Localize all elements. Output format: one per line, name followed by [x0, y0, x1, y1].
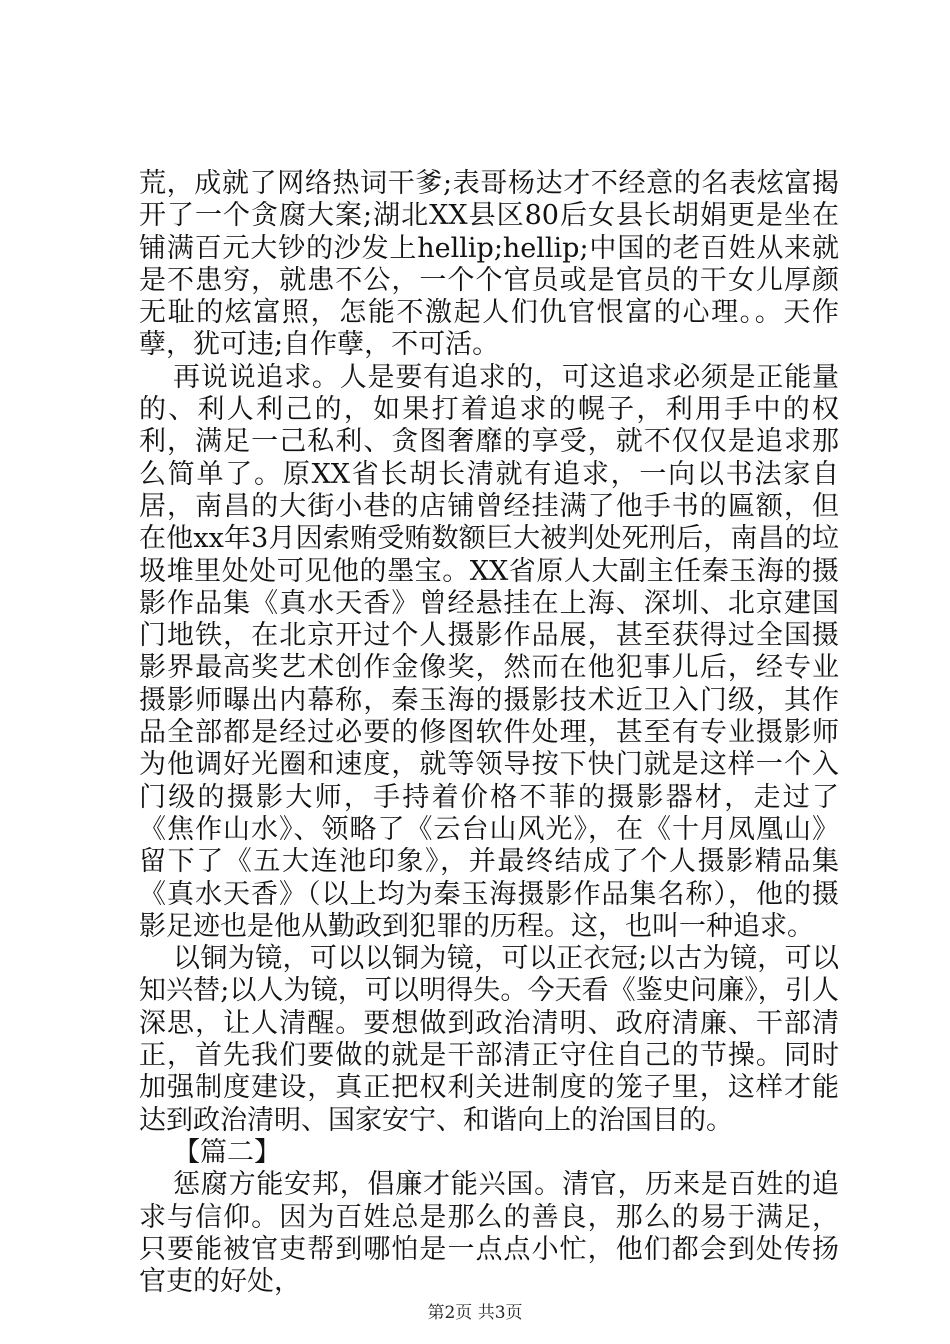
paragraph-2: 再说说追求。人是要有追求的，可这追求必须是正能量的、利人利己的，如果打着追求的幌子，利用手中的权利，满足一己私利、贪图奢靡的享受，就不仅仅是追求那么简单了。原XX省长胡长清就有追求，一向以书法家自居，南昌的大街小巷的店铺曾经挂满了他手书的匾额，但在他xx年3月因索贿受贿数额巨大被判处死刑后，南昌的垃圾堆里处处可见他的墨宝。XX省原人大副主任秦玉海的摄影作品集《真水天香》曾经悬挂在上海、深圳、北京建国门地铁，在北京开过个人摄影作品展，甚至获得过全国摄影界最高奖艺术创作金像奖，然而在他犯事儿后，经专业摄影师曝出内幕称，秦玉海的摄影技术近卫入门级，其作品全部都是经过必要的修图软件处理，甚至有专业摄影师为他调好光圈和速度，就等领导按下快门就是这样一个入门级的摄影大师，手持着价格不菲的摄影器材，走过了《焦作山水》、领略了《云台山风光》，在《十月凤凰山》留下了《五大连池印象》，并最终结成了个人摄影精品集《真水天香》（以上均为秦玉海摄影作品集名称），他的摄影足迹也是他从勤政到犯罪的历程。这，也叫一种追求。: [139, 361, 839, 942]
section-heading: 【篇二】: [173, 1136, 281, 1168]
document-body: [139, 168, 839, 1298]
paragraph-3: 以铜为镜，可以以铜为镜，可以正衣冠;以古为镜，可以知兴替;以人为镜，可以明得失。今天看《鉴史问廉》，引人深思，让人清醒。要想做到政治清明、政府清廉、干部清正，首先我们要做的就是干部清正守住自己的节操。同时加强制度建设，真正把权利关进制度的笼子里，这样才能达到政治清明、国家安宁、和谐向上的治国目的。: [139, 943, 839, 1136]
paragraph-4: 惩腐方能安邦，倡廉才能兴国。清官，历来是百姓的追求与信仰。因为百姓总是那么的善良，那么的易于满足，只要能被官吏帮到哪怕是一点点小忙，他们都会到处传扬官吏的好处，: [139, 1169, 839, 1298]
page-footer: 第2页 共3页: [427, 1303, 523, 1323]
paragraph-1: 荒，成就了网络热词干爹;表哥杨达才不经意的名表炫富揭开了一个贪腐大案;湖北XX县区80后女县长胡娟更是坐在铺满百元大钞的沙发上hellip;hellip;中国的老百姓从来就是不患穷，就患不公，一个个官员或是官员的干女儿厚颜无耻的炫富照，怎能不激起人们仇官恨富的心理。。天作孽，犹可违;自作孽，不可活。: [139, 168, 839, 361]
